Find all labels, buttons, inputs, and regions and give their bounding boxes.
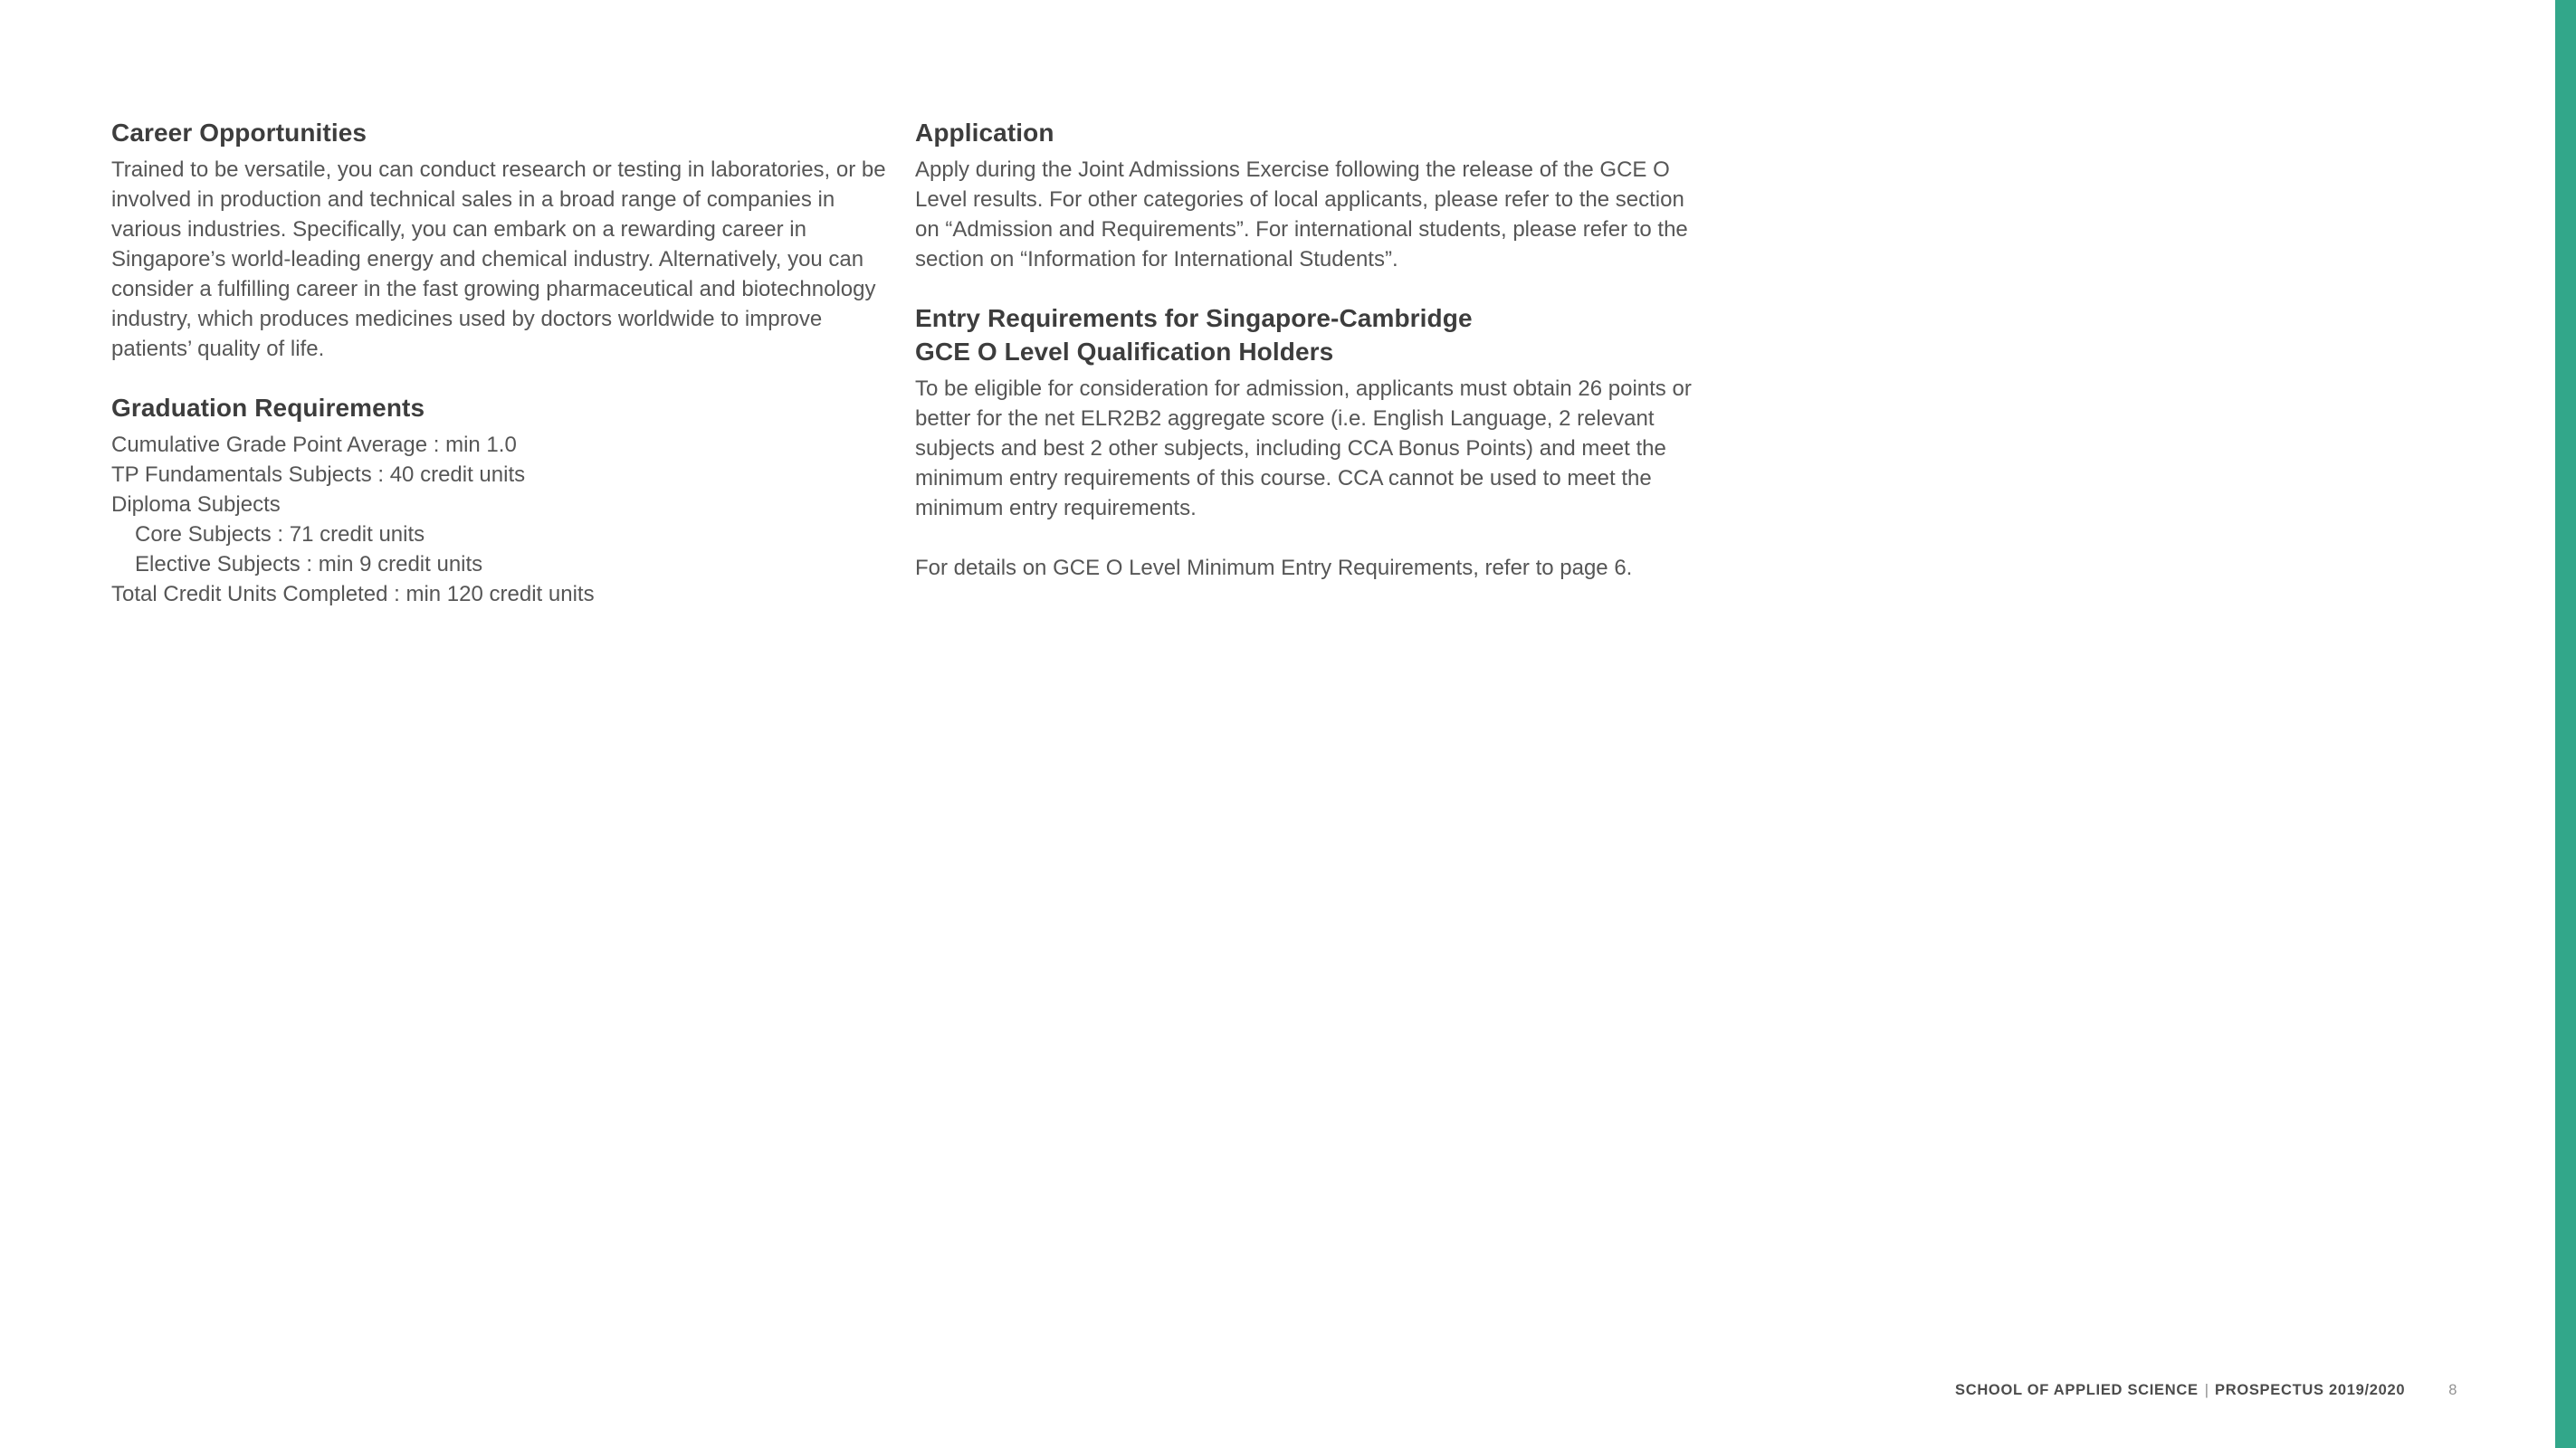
section-entry-requirements [915,301,1701,583]
entry-requirements-heading-line1: Entry Requirements for Singapore-Cambridge [915,304,1473,332]
requirement-line: Cumulative Grade Point Average : min 1.0 [111,433,517,457]
requirement-line: Diploma Subjects [111,492,281,517]
requirement-line: Core Subjects : 71 credit units [135,522,425,547]
career-opportunities-heading: Career Opportunities [111,119,367,147]
page-footer [1955,1381,2457,1399]
footer-separator: | [2204,1382,2209,1398]
entry-requirements-body: To be eligible for consideration for admission, applicants must obtain 26 points or better for the net ELR2B2 aggregate score (i.e. English Language, 2 relevant subjects and best 2 other subjects, including CCA Bonus Points) and meet the minimum entry requirements of this course. CCA cannot be used to meet the minimum entry requirements. [915,376,1692,520]
section-career-opportunities [111,116,888,364]
right-column [915,116,1701,610]
entry-requirements-heading [915,301,1701,368]
entry-requirements-heading-line2: GCE O Level Qualification Holders [915,338,1334,366]
requirement-line: Total Credit Units Completed : min 120 credit units [111,582,595,606]
graduation-requirements-list [111,430,888,609]
requirement-line: Elective Subjects : min 9 credit units [135,552,483,576]
graduation-requirements-heading: Graduation Requirements [111,394,425,422]
footer-school-name: SCHOOL OF APPLIED SCIENCE [1955,1382,2199,1398]
left-column [111,116,888,636]
career-opportunities-body: Trained to be versatile, you can conduct research or testing in laboratories, or be involved in production and technical sales in a broad range of companies in various industries. Specifically, you can embark on a rewarding career in Singapore’s world-leading energy and chemical industry. Alternatively, you can consider a fulfilling career in the fast growing pharmaceutical and biotechnology industry, which produces medicines used by doctors worldwide to improve patients’ quality of life. [111,157,886,361]
page-number: 8 [2448,1382,2457,1398]
section-application [915,116,1701,274]
entry-requirements-note: For details on GCE O Level Minimum Entry Requirements, refer to page 6. [915,556,1633,580]
requirement-line: TP Fundamentals Subjects : 40 credit units [111,462,526,487]
section-graduation-requirements [111,391,888,609]
application-body: Apply during the Joint Admissions Exercise following the release of the GCE O Level results. For other categories of local applicants, please refer to the section on “Admission and Requirements”. For international students, please refer to the section on “Information for International Students”. [915,157,1688,272]
accent-bar [2555,0,2576,1448]
application-heading: Application [915,119,1054,147]
footer-publication: PROSPECTUS 2019/2020 [2215,1382,2406,1398]
